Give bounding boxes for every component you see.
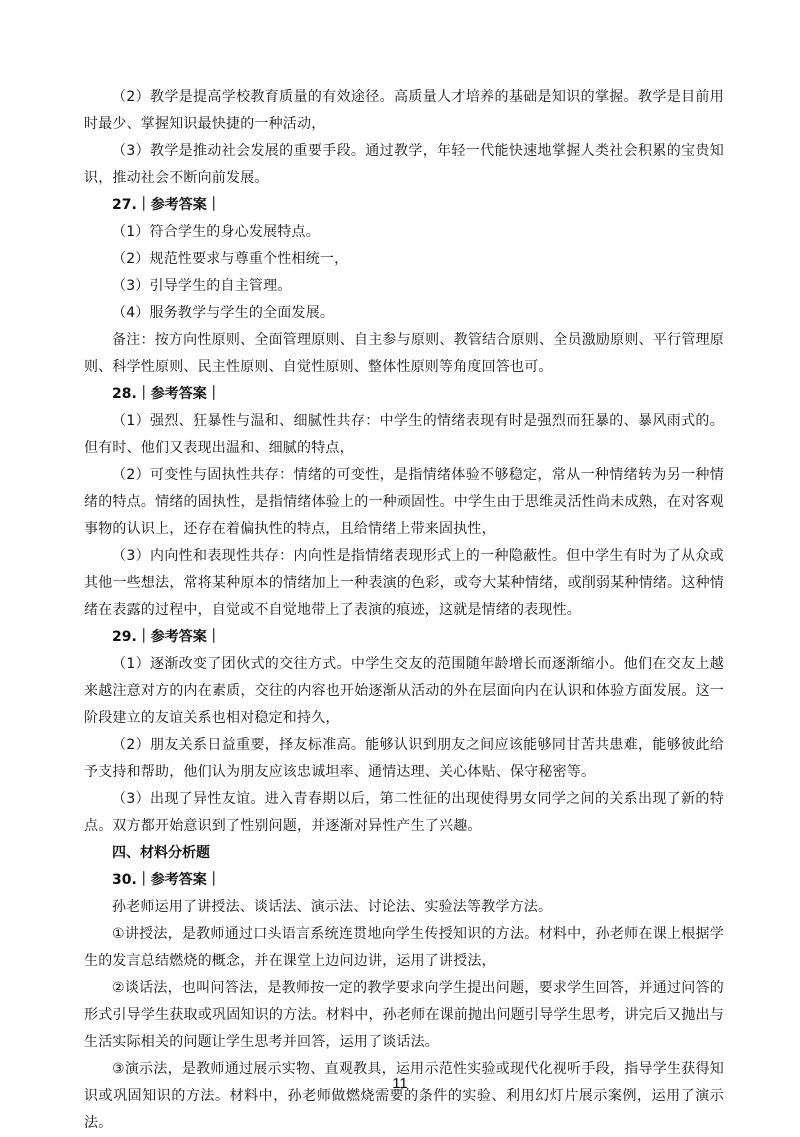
question-heading: 30.｜参考答案｜: [112, 872, 221, 888]
answer-item: （2）可变性与固执性共存：情绪的可变性，是指情绪体验不够稳定，常从一种情绪转为另一种情绪的特点。情绪的固执性，是指情绪体验上的一种顽固性。中学生由于思维灵活性尚未成熟，在对客观事物的认识上，还存在着偏执性的特点，且给情绪上带来固执性，: [84, 467, 724, 537]
document-body: [84, 84, 724, 1137]
answer-item: ③演示法，是教师通过展示实物、直观教具，运用示范性实验或现代化视听手段，指导学生获得知识或巩固知识的方法。材料中，孙老师做燃烧需要的条件的实验、利用幻灯片展示案例，运用了演示法。: [84, 1061, 724, 1131]
answer-item: （4）服务教学与学生的全面发展。: [112, 305, 335, 321]
paragraph: （2）教学是提高学校教育质量的有效途径。高质量人才培养的基础是知识的掌握。教学是目前用时最少、掌握知识最快捷的一种活动，: [84, 89, 724, 132]
answer-intro: 孙老师运用了讲授法、谈话法、演示法、讨论法、实验法等教学方法。: [112, 899, 553, 915]
page-number: 11: [392, 1075, 408, 1092]
answer-item: （1）逐渐改变了团伙式的交往方式。中学生交友的范围随年龄增长而逐渐缩小。他们在交友上越来越注意对方的内在素质，交往的内容也开始逐渐从活动的外在层面向内在认识和体验方面发展。这一阶段建立的友谊关系也相对稳定和持久，: [84, 656, 724, 726]
answer-item: （3）引导学生的自主管理。: [112, 278, 292, 294]
question-heading: 29.｜参考答案｜: [112, 629, 221, 645]
answer-item: （1）强烈、狂暴性与温和、细腻性共存：中学生的情绪表现有时是强烈而狂暴的、暴风雨式的。但有时、他们又表现出温和、细腻的特点，: [84, 413, 724, 456]
answer-item: （3）内向性和表现性共存：内向性是指情绪表现形式上的一种隐蔽性。但中学生有时为了从众或其他一些想法，常将某种原本的情绪加上一种表演的色彩，或夸大某种情绪，或削弱某种情绪。这种情绪在表露的过程中，自觉或不自觉地带上了表演的痕迹，这就是情绪的表现性。: [84, 548, 724, 618]
question-heading: 27.｜参考答案｜: [112, 197, 221, 213]
question-heading: 28.｜参考答案｜: [112, 386, 221, 402]
paragraph: （3）教学是推动社会发展的重要手段。通过教学，年轻一代能快速地掌握人类社会积累的宝贵知识，推动社会不断向前发展。: [84, 143, 724, 186]
answer-note: 备注：按方向性原则、全面管理原则、自主参与原则、教管结合原则、全员激励原则、平行管理原则、科学性原则、民主性原则、自觉性原则、整体性原则等角度回答也可。: [84, 332, 724, 375]
answer-item: （2）朋友关系日益重要，择友标准高。能够认识到朋友之间应该能够同甘苦共患难，能够彼此给予支持和帮助，他们认为朋友应该忠诚坦率、通情达理、关心体贴、保守秘密等。: [84, 737, 724, 780]
answer-item: ②谈话法，也叫问答法，是教师按一定的教学要求向学生提出问题，要求学生回答，并通过问答的形式引导学生获取或巩固知识的方法。材料中，孙老师在课前抛出问题引导学生思考，讲完后又抛出与生活实际相关的问题让学生思考并回答，运用了谈话法。: [84, 980, 724, 1050]
answer-item: （2）规范性要求与尊重个性相统一，: [112, 251, 349, 267]
section-heading: 四、材料分析题: [112, 845, 210, 861]
answer-item: （1）符合学生的身心发展特点。: [112, 224, 320, 240]
answer-item: （3）出现了异性友谊。进入青春期以后，第二性征的出现使得男女同学之间的关系出现了新的特点。双方都开始意识到了性别问题，并逐渐对异性产生了兴趣。: [84, 791, 724, 834]
answer-item: ①讲授法，是教师通过口头语言系统连贯地向学生传授知识的方法。材料中，孙老师在课上根据学生的发言总结燃烧的概念，并在课堂上边问边讲，运用了讲授法，: [84, 926, 724, 969]
